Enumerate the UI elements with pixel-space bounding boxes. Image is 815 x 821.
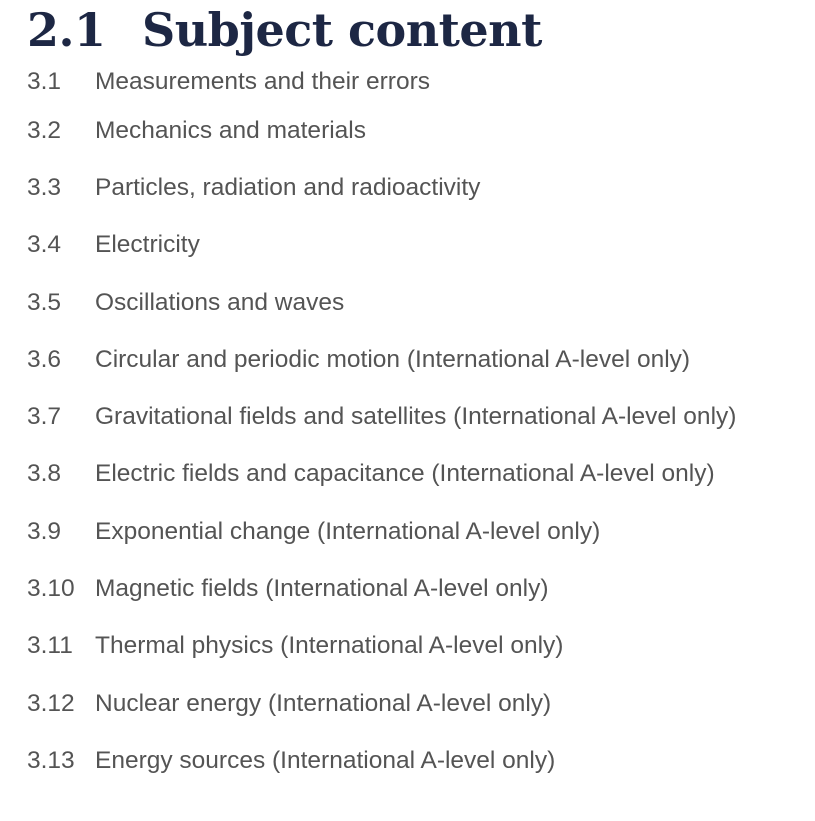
- item-number: 3.7: [27, 403, 62, 431]
- item-label: Energy sources (International A-level only): [95, 746, 556, 774]
- item-label: Oscillations and waves: [95, 288, 345, 316]
- item-number: 3.12: [27, 689, 75, 717]
- item-number: 3.13: [27, 746, 75, 774]
- item-label: Mechanics and materials: [95, 116, 366, 144]
- item-label: Particles, radiation and radioactivity: [95, 173, 481, 201]
- list-item: [27, 618, 736, 675]
- item-label: Gravitational fields and satellites (International A-level only): [95, 403, 737, 431]
- list-item: [27, 159, 736, 216]
- list-item: [27, 388, 736, 445]
- list-item: [27, 274, 736, 331]
- item-label: Nuclear energy (International A-level only): [95, 689, 552, 717]
- item-number: 3.8: [27, 460, 62, 488]
- section-heading: [27, 2, 542, 58]
- subject-content-list: [27, 62, 736, 790]
- list-item: [27, 675, 736, 732]
- item-label: Circular and periodic motion (International A-level only): [95, 345, 691, 373]
- item-number: 3.9: [27, 517, 62, 545]
- list-item: [27, 217, 736, 274]
- item-number: 3.4: [27, 231, 62, 259]
- item-number: 3.1: [27, 68, 62, 95]
- list-item: [27, 446, 736, 503]
- item-number: 3.5: [27, 288, 62, 316]
- item-number: 3.3: [27, 173, 62, 201]
- list-item: [27, 102, 736, 159]
- item-number: 3.11: [27, 632, 73, 660]
- list-item: [27, 560, 736, 617]
- item-label: Measurements and their errors: [95, 68, 430, 95]
- section-number: 2.1: [27, 3, 106, 57]
- item-label: Electricity: [95, 231, 200, 259]
- list-item: [27, 732, 736, 789]
- list-item: [27, 62, 736, 102]
- section-title: Subject content: [142, 3, 542, 57]
- item-label: Electric fields and capacitance (International A-level only): [95, 460, 715, 488]
- item-label: Exponential change (International A-level only): [95, 517, 601, 545]
- item-number: 3.6: [27, 345, 62, 373]
- list-item: [27, 503, 736, 560]
- list-item: [27, 331, 736, 388]
- item-number: 3.2: [27, 116, 62, 144]
- item-label: Magnetic fields (International A-level only): [95, 575, 549, 603]
- item-number: 3.10: [27, 575, 75, 603]
- item-label: Thermal physics (International A-level only): [95, 632, 564, 660]
